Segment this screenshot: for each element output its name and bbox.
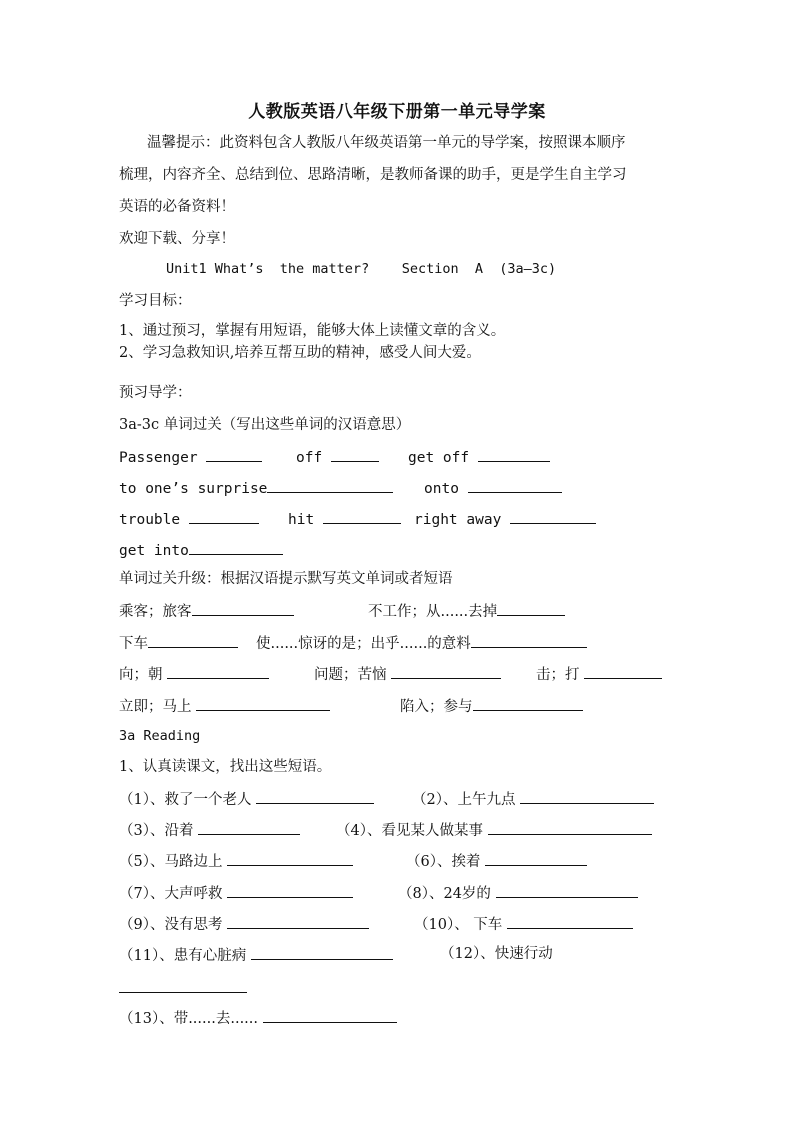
upgrade-item: [256, 633, 587, 653]
upgrade-prompt: 问题；苦恼: [314, 667, 387, 683]
intro-line: 温馨提示：此资料包含人教版八年级英语第一单元的导学案，按照课本顺序: [147, 135, 626, 151]
preview-heading: 预习导学：: [119, 385, 192, 401]
phrase-item: [119, 978, 247, 998]
unit-heading: Unit1 What’s the matter? Section A (3a—3c): [166, 261, 557, 277]
answer-blank[interactable]: [478, 447, 550, 462]
reading-heading: 3a Reading: [119, 728, 201, 744]
upgrade-item: [314, 664, 501, 684]
phrase-item: [440, 945, 553, 963]
answer-blank[interactable]: [227, 914, 369, 929]
vocab-item: [119, 509, 259, 529]
answer-blank[interactable]: [227, 883, 353, 898]
upgrade-item: [368, 601, 565, 621]
answer-blank[interactable]: [485, 851, 587, 866]
vocab-item: [296, 447, 379, 467]
answer-blank[interactable]: [468, 478, 562, 493]
phrase-item: [406, 851, 587, 871]
answer-blank[interactable]: [473, 696, 583, 711]
answer-blank[interactable]: [510, 509, 596, 524]
vocab-item: [119, 447, 262, 467]
phrase-item: [119, 820, 300, 840]
phrase-item: [119, 883, 353, 903]
answer-blank[interactable]: [256, 789, 374, 804]
phrase-prompt: （5）、马路边上: [119, 854, 223, 870]
upgrade-prompt: 下车: [119, 636, 148, 652]
answer-blank[interactable]: [507, 914, 633, 929]
answer-blank[interactable]: [251, 945, 393, 960]
phrase-item: [412, 789, 654, 809]
vocab-word: hit: [288, 512, 315, 528]
answer-blank[interactable]: [496, 883, 638, 898]
answer-blank[interactable]: [497, 601, 565, 616]
answer-blank[interactable]: [227, 851, 353, 866]
answer-blank[interactable]: [198, 820, 300, 835]
upgrade-item: [119, 633, 238, 653]
answer-blank[interactable]: [167, 664, 269, 679]
upgrade-item: [119, 696, 330, 716]
phrase-prompt: （6）、挨着: [406, 854, 481, 870]
upgrade-prompt: 立即；马上: [119, 699, 192, 715]
phrase-item: [119, 1008, 397, 1028]
upgrade-prompt: 向；朝: [119, 667, 163, 683]
phrase-prompt: （13）、带......去......: [119, 1011, 259, 1027]
upgrade-item: [119, 601, 294, 621]
answer-blank[interactable]: [323, 509, 401, 524]
phrase-prompt: （7）、大声呼救: [119, 886, 223, 902]
welcome-line: 欢迎下载、分享！: [119, 231, 235, 247]
upgrade-item: [536, 664, 662, 684]
vocab-word: onto: [424, 481, 459, 497]
reading-task: 1、认真读课文，找出这些短语。: [119, 759, 332, 775]
answer-blank[interactable]: [196, 696, 330, 711]
answer-blank[interactable]: [520, 789, 654, 804]
goal-item: 2、学习急救知识,培养互帮互助的精神，感受人间大爱。: [119, 345, 481, 361]
phrase-item: [119, 851, 353, 871]
phrase-item: [336, 820, 652, 840]
answer-blank[interactable]: [189, 509, 259, 524]
upgrade-item: [119, 664, 269, 684]
upgrade-item: [400, 696, 583, 716]
vocab-word: get off: [408, 450, 470, 466]
phrase-item: [119, 945, 393, 965]
vocab-word: get into: [119, 543, 189, 559]
answer-blank[interactable]: [189, 540, 283, 555]
vocab-word: off: [296, 450, 323, 466]
upgrade-prompt: 击；打: [536, 667, 580, 683]
phrase-prompt: （1）、救了一个老人: [119, 792, 252, 808]
answer-blank[interactable]: [331, 447, 379, 462]
vocab-item: [119, 478, 393, 498]
goal-item: 1、通过预习，掌握有用短语，能够大体上读懂文章的含义。: [119, 323, 506, 339]
intro-line: 梳理，内容齐全、总结到位、思路清晰，是教师备课的助手，更是学生自主学习: [119, 167, 627, 183]
answer-blank[interactable]: [471, 633, 587, 648]
answer-blank[interactable]: [148, 633, 238, 648]
upgrade-prompt: 陷入；参与: [400, 699, 473, 715]
vocab-word: right away: [414, 512, 502, 528]
upgrade-heading: 单词过关升级：根据汉语提示默写英文单词或者短语: [119, 571, 453, 587]
vocab-item: [414, 509, 596, 529]
answer-blank[interactable]: [206, 447, 262, 462]
vocab-item: [424, 478, 562, 498]
upgrade-prompt: 乘客；旅客: [119, 604, 192, 620]
answer-blank[interactable]: [584, 664, 662, 679]
vocab-word: trouble: [119, 512, 181, 528]
intro-line: 英语的必备资料！: [119, 199, 235, 215]
phrase-prompt: （2）、上午九点: [412, 792, 516, 808]
phrase-item: [398, 883, 638, 903]
phrase-prompt: （9）、没有思考: [119, 917, 223, 933]
vocab-item: [408, 447, 550, 467]
page-title: 人教版英语八年级下册第一单元导学案: [248, 102, 546, 122]
answer-blank[interactable]: [192, 601, 294, 616]
answer-blank[interactable]: [263, 1008, 397, 1023]
vocab-item: [119, 540, 283, 560]
phrase-prompt: （12）、快速行动: [440, 946, 553, 962]
answer-blank[interactable]: [119, 978, 247, 993]
answer-blank[interactable]: [267, 478, 393, 493]
phrase-prompt: （11）、患有心脏病: [119, 948, 247, 964]
phrase-item: [414, 914, 633, 934]
vocab-word: to one’s surprise: [119, 481, 268, 497]
phrase-prompt: （4）、看见某人做某事: [336, 823, 483, 839]
phrase-prompt: （3）、沿着: [119, 823, 194, 839]
upgrade-prompt: 使......惊讶的是；出乎......的意料: [256, 636, 471, 652]
goals-heading: 学习目标：: [119, 293, 192, 309]
upgrade-prompt: 不工作；从......去掉: [368, 604, 498, 620]
vocab-item: [288, 509, 401, 529]
answer-blank[interactable]: [391, 664, 501, 679]
phrase-item: [119, 789, 374, 809]
phrase-item: [119, 914, 369, 934]
answer-blank[interactable]: [488, 820, 652, 835]
phrase-prompt: （10）、 下车: [414, 917, 503, 933]
phrase-prompt: （8）、24岁的: [398, 886, 491, 902]
vocab-heading: 3a-3c 单词过关（写出这些单词的汉语意思）: [119, 417, 411, 433]
vocab-word: Passenger: [119, 450, 198, 466]
